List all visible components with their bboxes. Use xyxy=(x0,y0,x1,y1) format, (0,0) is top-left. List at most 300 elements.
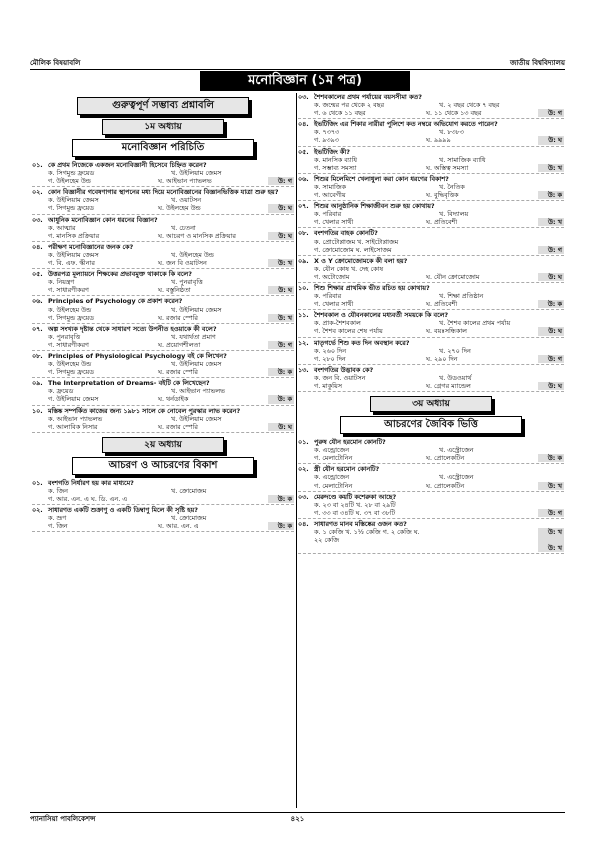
question-number: ০৩. xyxy=(298,492,309,501)
chapter-2-label: ২য় অধ্যায় xyxy=(102,437,224,453)
answer-badge: উ: গ xyxy=(538,109,564,117)
question-item xyxy=(298,175,564,201)
answer-badge: উ: ক xyxy=(268,522,294,530)
option: গ. মেলাটোনিন xyxy=(314,481,353,490)
option: খ. ওয়াটসন xyxy=(171,196,202,205)
question-stem: মেরুদণ্ডে কয়টি কশেরুকা আছে? xyxy=(314,492,397,501)
option: গ. খেলার সাথী xyxy=(314,300,354,309)
option: ক. সিগমুন্ড ফ্রয়েড xyxy=(48,169,95,178)
option: ক. পুনরাবৃত্তি xyxy=(48,332,81,341)
question-number: ০৩. xyxy=(298,93,309,101)
question-item xyxy=(298,284,564,310)
option: ঘ. বয়ঃসন্ধিকাল xyxy=(426,327,467,336)
option xyxy=(439,238,564,246)
question-text xyxy=(298,229,564,237)
left-column xyxy=(32,93,294,533)
option: ঘ. ২৯০ দিন xyxy=(426,354,458,363)
option-row xyxy=(32,306,294,314)
question-number: ০৮. xyxy=(298,229,309,238)
answer-badge: উ: ঘ xyxy=(538,273,564,281)
question-separator xyxy=(298,491,564,492)
question-separator xyxy=(298,173,564,174)
option: খ. বিদ্যালয় xyxy=(439,210,469,219)
option-row xyxy=(32,177,294,185)
option-row xyxy=(298,101,564,109)
option-row xyxy=(298,528,564,544)
question-stem: পুরুষ যৌন হরমোন কোনটি? xyxy=(314,438,386,447)
option-row xyxy=(298,482,564,490)
page-title: মনোবিজ্ঞান (১ম পত্র) xyxy=(200,71,410,91)
question-item xyxy=(298,93,564,119)
answer-badge: উ: গ xyxy=(538,509,564,517)
option: খ. উইলিয়াম জেমস xyxy=(171,360,222,369)
answer-badge: উ: খ xyxy=(538,482,564,490)
answer-badge: উ: খ xyxy=(538,218,564,226)
question-stem: আধুনিক মনোবিজ্ঞান কোন ধরনের বিজ্ঞান? xyxy=(48,215,158,224)
question-item xyxy=(298,202,564,228)
answer-badge: উ: ঘ xyxy=(268,204,294,212)
answer-badge: উ: খ xyxy=(268,314,294,322)
option: খ. সামাজিক ব্যাধি xyxy=(439,155,486,164)
question-stem: পরীক্ষণ মনোবিজ্ঞানের জনক কে? xyxy=(48,242,134,251)
option-row xyxy=(298,136,564,144)
option-row xyxy=(298,128,564,136)
option: খ. ২ বছর থেকে ৭ বছর xyxy=(439,101,500,110)
option-row xyxy=(32,415,294,423)
option: গ. সিগমুন্ড ফ্রয়েড xyxy=(48,313,94,322)
question-number: ০৪. xyxy=(298,120,309,129)
option: গ. উইলহেম উন্ড xyxy=(48,177,91,186)
option: গ. সিগমুন্ড ফ্রয়েড xyxy=(48,204,94,213)
question-item xyxy=(298,229,564,255)
option: ক. প্রোটোপ্লাজম খ. সাইটোপ্লাজম xyxy=(314,237,399,246)
question-item xyxy=(32,270,294,296)
answer-badge: উ: গ xyxy=(538,355,564,363)
answer-badge: উ: ঘ xyxy=(538,136,564,144)
answer-badge: উ: গ xyxy=(268,341,294,349)
option-row xyxy=(32,169,294,177)
question-number: ১১. xyxy=(298,311,309,320)
option: গ. মেলাটোনিন xyxy=(314,454,353,463)
question-separator xyxy=(298,282,564,283)
option: খ. এস্ট্রোজেন xyxy=(439,473,474,482)
answer-badge: উ: ঘ xyxy=(268,423,294,431)
option-row xyxy=(298,347,564,355)
question-text xyxy=(32,379,294,387)
question-text xyxy=(298,520,564,528)
question-text xyxy=(298,93,564,101)
option-row xyxy=(298,183,564,191)
option: ক. উইলহেম উন্ড xyxy=(48,360,92,369)
option: ঘ. গ্রেগর ম্যান্ডেল xyxy=(426,382,471,390)
question-separator xyxy=(32,432,294,433)
option: ক. উইলিয়াম জেমস xyxy=(48,196,99,205)
running-header xyxy=(30,57,565,69)
option: ঘ. আইভান প্যাভলভ xyxy=(158,177,212,186)
question-stem: কে প্রথম নিজেকে একজন মনোবিজ্ঞানী হিসেবে চিহ্নিত করেন? xyxy=(48,161,207,169)
question-text xyxy=(298,120,564,128)
question-stem: কোন বিজ্ঞানীর গবেষণাগার স্থাপনের মধ্য দিয়ে মনোবিজ্ঞানের বিজ্ঞানভিত্তিক যাত্রা শুরু হয়? xyxy=(48,188,279,197)
option xyxy=(314,544,426,552)
question-item xyxy=(298,520,564,554)
option-row xyxy=(32,286,294,294)
option-row xyxy=(298,109,564,117)
column-divider xyxy=(296,93,297,808)
option: খ. ক্রোমোজম xyxy=(171,486,207,495)
question-stem: শৈশবকাল ও যৌবনকালের মধ্যবর্তী সময়কে কি বলে? xyxy=(314,311,449,320)
option: গ. উইলিয়াম জেমস xyxy=(48,395,99,404)
answer-badge: উ: ঘ xyxy=(268,232,294,240)
answer-badge: উ: ক xyxy=(538,191,564,199)
option-row xyxy=(298,509,564,517)
question-item xyxy=(298,465,564,491)
question-number: ০৬. xyxy=(298,174,309,183)
option: গ. জিন xyxy=(48,522,68,531)
chapter-1-section: মনোবিজ্ঞান পরিচিতি xyxy=(72,139,254,157)
question-stem: বংশগতির উদ্ভাবক কে? xyxy=(314,365,374,374)
option: ক. ২৩ বা ২৪টি খ. ২৮ বা ২৯টি xyxy=(314,500,396,509)
question-stem: শিশুর আনুষ্ঠানিক শিক্ষাজীবন শুরু হয় কোথায়? xyxy=(314,202,435,211)
option: ঘ. যৌন ক্রোমোজোম xyxy=(426,272,480,281)
option: ক. আত্মার xyxy=(48,223,76,232)
option-row xyxy=(32,360,294,368)
option: খ. চেতনা xyxy=(171,223,196,232)
option-row xyxy=(32,259,294,267)
question-separator xyxy=(298,518,564,519)
question-number: ০৫. xyxy=(32,270,43,279)
option-row xyxy=(298,446,564,454)
option-row xyxy=(298,454,564,462)
option-row xyxy=(298,501,564,509)
question-number: ০৭. xyxy=(298,202,309,211)
footer-rule xyxy=(30,812,565,813)
question-stem: বংশগতি নির্ধারণ হয় কার মাধ্যমে? xyxy=(48,478,134,487)
option: গ. ক্রোমোজোম ঘ. লাইসোজম xyxy=(314,245,392,254)
answer-badge: উ: ক xyxy=(268,368,294,376)
question-text xyxy=(298,438,564,446)
option: খ. উইলিয়াম জেমস xyxy=(171,414,222,423)
option-row xyxy=(32,341,294,349)
question-number: ০৬. xyxy=(32,297,43,306)
question-text xyxy=(32,161,294,169)
question-item xyxy=(298,366,564,392)
option: ক. এন্ড্রোজেন xyxy=(314,446,350,455)
option: ক. ভ্রূণ xyxy=(48,514,67,523)
option-row xyxy=(298,218,564,226)
question-number: ০৮. xyxy=(32,351,43,360)
option: ক. পরিবার xyxy=(314,292,342,301)
question-item xyxy=(32,297,294,323)
question-text xyxy=(32,270,294,278)
option: গ. শৈশব কালের শেষ পর্যায় xyxy=(314,327,383,336)
publisher-name: প্যানাসিয়া পাবলিকেশন্স xyxy=(30,815,96,823)
answer-badge: উ: খ xyxy=(538,544,564,552)
question-text xyxy=(32,297,294,305)
option: ক. যৌন কোষ খ. দেহ কোষ xyxy=(314,264,383,273)
question-stem: X ও Y ক্রোমোজোমকে কী বলা হয়? xyxy=(314,256,408,265)
question-text xyxy=(298,284,564,292)
option: ঘ. প্রোলেকটিন xyxy=(426,454,465,463)
question-stem: ইভটিজিং কী? xyxy=(314,147,350,156)
option: খ. শৈশব কালের প্রথম পর্যায় xyxy=(439,319,511,328)
question-number: ০১. xyxy=(32,161,43,169)
option: ঘ. অস্তিত্ব সমস্যা xyxy=(426,163,469,172)
option: ঘ. ১১ থেকে ১৩ বছর xyxy=(426,109,482,118)
question-separator xyxy=(32,531,294,532)
option: ক. ৭৩৭৩ xyxy=(314,128,340,137)
question-stem: অল্প সংখ্যক দৃষ্টান্ত থেকে সাধারণ সত্যে উপনীত হওয়াকে কী বলে? xyxy=(48,324,217,333)
question-text xyxy=(32,216,294,224)
option: ক. ১ কেজি খ. ১½ কেজি গ. ২ কেজি ঘ. ২২ কেজি xyxy=(314,528,420,545)
option: গ. মানসিক প্রক্রিয়ার xyxy=(48,231,100,240)
question-number: ০২. xyxy=(298,465,309,474)
question-item xyxy=(32,506,294,532)
option: ঘ. উইলহেম উন্ড xyxy=(158,204,201,213)
option xyxy=(426,509,538,517)
option: ঘ. বস্তুনিষ্ঠতা xyxy=(158,286,191,295)
question-item xyxy=(32,243,294,269)
question-number: ০৪. xyxy=(298,519,309,528)
question-separator xyxy=(298,146,564,147)
option-row xyxy=(32,232,294,240)
option xyxy=(426,544,538,552)
question-stem: সাধারণত মানব মস্তিষ্কের ওজন কত? xyxy=(314,519,407,528)
option: গ. আর. এন. এ ঘ. ডি. এন. এ xyxy=(48,495,128,503)
question-item xyxy=(298,311,564,337)
option: ঘ. জন বি ওয়াটসন xyxy=(158,259,207,268)
question-item xyxy=(32,352,294,378)
option: ঘ. থর্নডাইক xyxy=(158,395,189,404)
option-row xyxy=(298,292,564,300)
answer-badge: উ: গ xyxy=(268,177,294,185)
question-item xyxy=(298,148,564,174)
question-separator xyxy=(298,553,564,554)
question-number: ০৫. xyxy=(298,147,309,156)
question-separator xyxy=(298,391,564,392)
option: গ. আলাবিক নিসার xyxy=(48,422,98,431)
option: গ. সাধারণীকরণ xyxy=(48,286,89,295)
answer-badge: উ: ঘ xyxy=(538,327,564,335)
option: গ. ৩৩ বা ৩৪টি ঘ. ৩৭ বা ৩৮টি xyxy=(314,508,396,517)
option-row xyxy=(32,333,294,341)
question-text xyxy=(298,339,564,347)
option-row xyxy=(298,300,564,308)
option: ঘ. ৯৯৯৯ xyxy=(426,136,451,145)
question-text xyxy=(298,148,564,156)
question-number: ০৭. xyxy=(32,324,43,333)
chapter-3-section: আচরণের জৈবিক ভিত্তি xyxy=(340,416,522,434)
option: খ. উডওয়ার্থ xyxy=(439,373,472,382)
question-text xyxy=(32,506,294,514)
page-number: ৪২১ xyxy=(290,815,305,823)
option-row xyxy=(32,423,294,431)
question-item xyxy=(32,479,294,505)
option: খ. শিক্ষা প্রতিষ্ঠান xyxy=(439,292,484,301)
option xyxy=(158,495,268,503)
option-row xyxy=(298,544,564,552)
answer-badge: উ: ক xyxy=(268,495,294,503)
option-row xyxy=(32,514,294,522)
answer-badge: উ: খ xyxy=(538,164,564,172)
important-questions-banner: গুরুত্বপূর্ণ সম্ভাব্য প্রশ্নাবলি xyxy=(77,97,249,115)
question-number: ০২. xyxy=(32,506,43,515)
option-row xyxy=(32,196,294,204)
option-row xyxy=(298,246,564,254)
question-item xyxy=(298,493,564,519)
question-stem: শৈশবকালের প্রথম পর্যায়ের বয়সসীমা কত? xyxy=(314,93,422,101)
question-text xyxy=(298,257,564,265)
option: খ. যথার্থতা প্রমাণ xyxy=(171,332,216,341)
option: ক. জিন xyxy=(48,486,68,495)
question-stem: স্ত্রী যৌন হরমোন কোনটি? xyxy=(314,465,380,474)
option: খ. ক্রোমোজম xyxy=(171,514,207,523)
option xyxy=(439,265,564,273)
question-text xyxy=(298,465,564,473)
question-stem: Principles of Psychology কে প্রকাশ করেন? xyxy=(48,297,183,306)
question-number: ০১. xyxy=(298,438,309,447)
question-stem: শিশু শিক্ষার প্রাথমিক ভীত রচিত হয় কোথায়? xyxy=(314,283,430,292)
option: গ. মাকুয়িস xyxy=(314,382,342,390)
option: গ. সিগমুন্ড ফ্রয়েড xyxy=(48,368,94,377)
option: খ. উইলহেম উন্ড xyxy=(171,250,214,259)
question-number: ০৩. xyxy=(32,215,43,224)
question-stem: শিশুর মিলেমিশে খেলাধুলা করা কোন ধরণের বিকাশ? xyxy=(314,174,449,183)
question-number: ০২. xyxy=(32,188,43,197)
option: ক. পরিবার xyxy=(314,210,342,219)
option: ক. ২৬০ দিন xyxy=(314,346,347,355)
option: গ. ২৮০ দিন xyxy=(314,354,346,363)
question-number: ০৯. xyxy=(32,379,43,388)
option: গ. সম্ভাব্য সমস্যা xyxy=(314,163,357,172)
answer-badge: উ: ক xyxy=(538,300,564,308)
option-row xyxy=(32,387,294,395)
option: খ. পুনরাবৃত্তি xyxy=(171,278,203,287)
header-rule xyxy=(30,69,565,70)
option: খ. নৈতিক xyxy=(439,182,465,191)
question-separator xyxy=(32,268,294,269)
option: গ. বি. এফ. স্কীনার xyxy=(48,259,95,268)
option: ঘ. আচরণ ও মানসিক প্রক্রিয়ার xyxy=(158,231,236,240)
option-row xyxy=(298,156,564,164)
question-text xyxy=(32,352,294,360)
option: খ. ২৭০ দিন xyxy=(439,346,471,355)
option-row xyxy=(32,278,294,286)
question-text xyxy=(32,188,294,196)
question-separator xyxy=(32,214,294,215)
question-item xyxy=(298,120,564,146)
option: খ. এস্ট্রোজেন xyxy=(439,446,474,455)
question-item xyxy=(32,188,294,214)
question-item xyxy=(32,161,294,187)
question-stem: উত্তরপত্র মূল্যায়নে শিক্ষকের প্রভাবমুক্ত থাকাকে কি বলে? xyxy=(48,270,192,279)
question-separator xyxy=(298,364,564,365)
option: ক. ফ্রয়েড xyxy=(48,387,74,396)
question-stem: Principles of Physiological Psychology বই কে লিখেন? xyxy=(48,351,227,360)
option-row xyxy=(32,395,294,403)
question-stem: বংশগতির বাহক কোনটি? xyxy=(314,229,378,238)
option: গ. খেলার সাথী xyxy=(314,218,354,227)
question-number: ০১. xyxy=(32,478,43,487)
answer-badge: উ: ক xyxy=(268,395,294,403)
option-row xyxy=(298,210,564,218)
option: ক. আইভান প্যাভলভ xyxy=(48,414,103,423)
option: ক. উইলিয়াম জেমস xyxy=(48,250,99,259)
answer-badge: উ: গ xyxy=(538,246,564,254)
question-item xyxy=(32,379,294,405)
option xyxy=(439,501,564,509)
question-text xyxy=(298,175,564,183)
question-stem: সাধারণত একটি শুক্রাণু ও একটি ডিম্বাণু মিলে কী সৃষ্টি হয়? xyxy=(48,506,198,515)
answer-badge: উ: ঘ xyxy=(268,286,294,294)
option-row xyxy=(298,273,564,281)
option-row xyxy=(32,314,294,322)
question-number: ১২. xyxy=(298,338,309,347)
chapter-1-label: ১ম অধ্যায় xyxy=(102,119,224,135)
option: ঘ. প্রয়োগশীলতা xyxy=(158,340,201,349)
question-item xyxy=(32,407,294,433)
question-stem: The Interpretation of Dreams- বইটি কে লিখেছেন? xyxy=(48,379,210,388)
question-separator xyxy=(32,295,294,296)
question-separator xyxy=(298,255,564,256)
option: খ. আইভান প্যাভলভ xyxy=(171,387,225,396)
option: ঘ. রজার স্পেরি xyxy=(158,368,198,377)
question-number: ১০. xyxy=(298,283,309,292)
option-row xyxy=(298,164,564,172)
option-row xyxy=(298,473,564,481)
question-separator xyxy=(298,200,564,201)
option: গ. আবেগীয় xyxy=(314,191,346,200)
option: খ. উইলিয়াম জেমস xyxy=(171,169,222,178)
option-row xyxy=(298,191,564,199)
question-separator xyxy=(298,337,564,338)
option: ক. মানসিক ব্যাধি xyxy=(314,155,357,164)
question-separator xyxy=(32,241,294,242)
question-text xyxy=(32,479,294,487)
question-item xyxy=(32,325,294,351)
option: ঘ. প্রতিবেশী xyxy=(426,300,458,309)
question-stem: মস্তিষ্ক সম্পর্কিত কাজের জন্য ১৯৮১ সালে কে নোবেল পুরস্কার লাভ করেন? xyxy=(48,406,241,415)
option-row xyxy=(298,238,564,246)
answer-badge: উ: খ xyxy=(538,528,564,544)
option-row xyxy=(298,374,564,382)
right-column xyxy=(298,93,564,555)
chapter-2-section: আচরণ ও আচরণের বিকাশ xyxy=(72,457,254,475)
option: খ. ৮৩৮৩ xyxy=(439,128,464,137)
question-item xyxy=(298,438,564,464)
option: ক. প্রাক-শৈশবকাল xyxy=(314,319,361,328)
option xyxy=(426,246,538,254)
option: গ. ৯৩৯৩ xyxy=(314,136,339,145)
option-row xyxy=(32,487,294,495)
question-text xyxy=(298,311,564,319)
question-text xyxy=(32,407,294,415)
chapter-3-label: ৩য় অধ্যায় xyxy=(370,396,492,412)
answer-badge: উ: ঘ xyxy=(538,382,564,390)
option: গ. অটোজোম xyxy=(314,272,350,281)
question-item xyxy=(32,216,294,242)
question-item xyxy=(298,257,564,283)
question-number: ০৪. xyxy=(32,242,43,251)
option-row xyxy=(298,355,564,363)
option-row xyxy=(298,382,564,390)
question-text xyxy=(32,243,294,251)
option xyxy=(426,528,538,544)
option: ক. জন বি. ওয়াটসন xyxy=(314,373,366,382)
option-row xyxy=(32,368,294,376)
option-row xyxy=(32,204,294,212)
answer-badge: উ: খ xyxy=(268,259,294,267)
question-separator xyxy=(32,504,294,505)
